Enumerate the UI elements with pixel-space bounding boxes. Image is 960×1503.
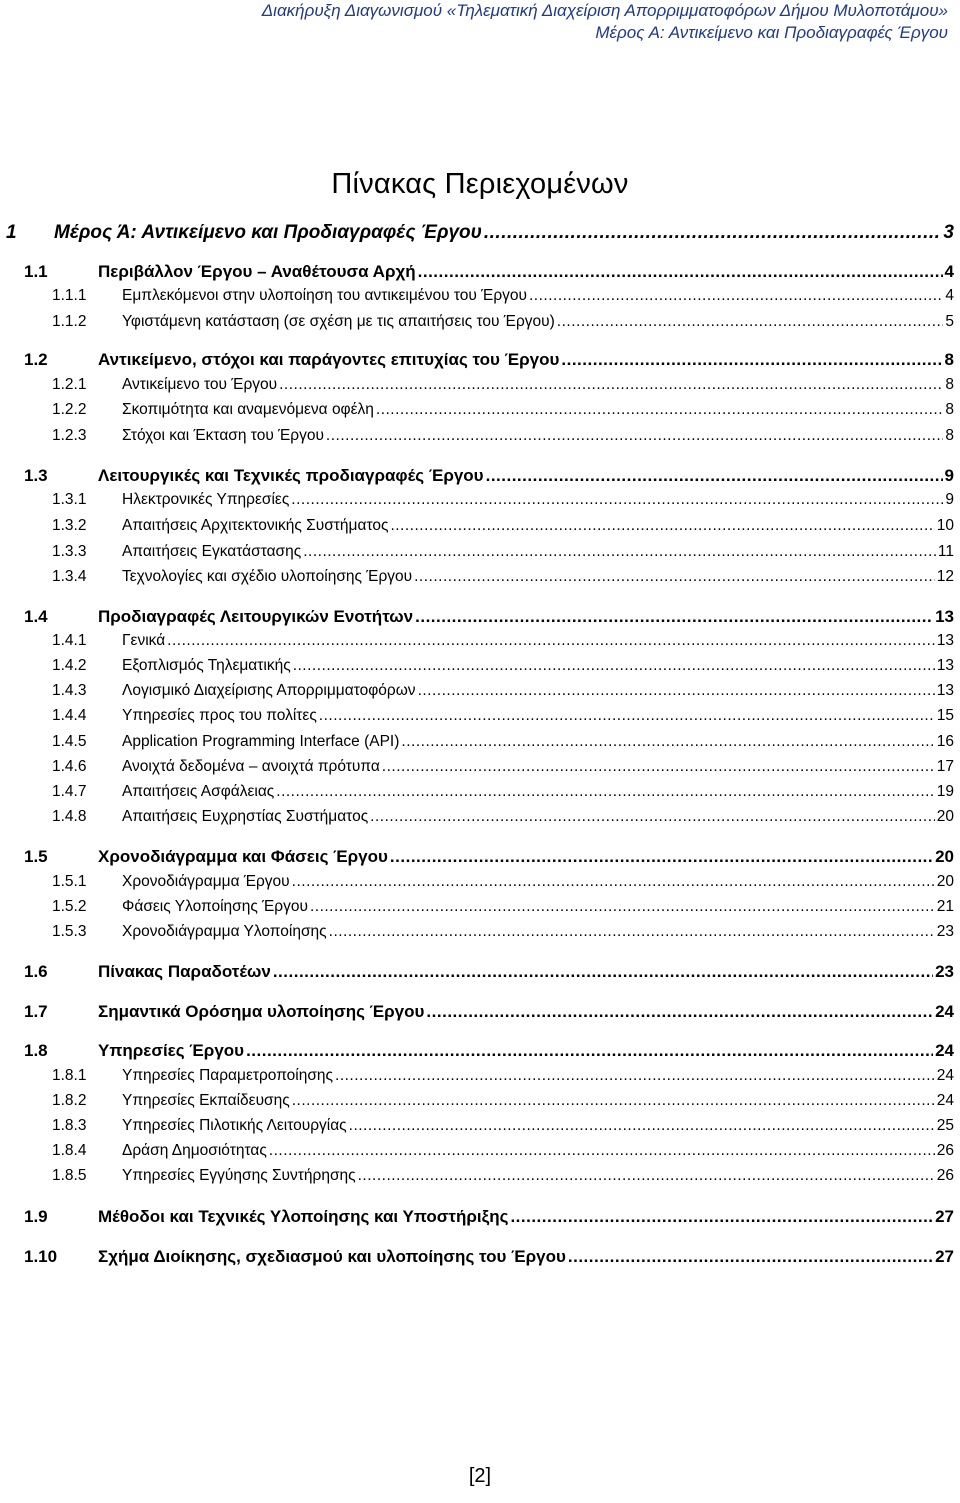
toc-entry-title: Εξοπλισμός Τηλεματικής [122, 657, 291, 674]
toc-title: Πίνακας Περιεχομένων [331, 168, 629, 200]
toc-dot-leader [568, 1247, 933, 1267]
toc-entry-page: 21 [936, 898, 954, 915]
toc-entry-page: 9 [944, 466, 954, 485]
toc-entry-page: 13 [936, 632, 954, 649]
toc-entry-page: 13 [936, 682, 954, 699]
toc-entry-title: Σημαντικά Ορόσημα υλοποίησης Έργου [98, 1002, 425, 1021]
toc-dot-leader [349, 1117, 935, 1135]
toc-dot-leader [269, 1142, 935, 1160]
toc-entry-level3[interactable] [52, 517, 954, 535]
toc-dot-leader [415, 607, 933, 627]
toc-entry-number: 1.5.2 [52, 898, 87, 915]
toc-entry-number: 1.8 [24, 1041, 48, 1060]
toc-dot-leader [292, 1092, 935, 1110]
toc-entry-level2[interactable] [24, 262, 954, 282]
toc-entry-level3[interactable] [52, 376, 954, 394]
toc-entry-title: Χρονοδιάγραμμα Υλοποίησης [122, 923, 327, 940]
toc-entry-title: Μέθοδοι και Τεχνικές Υλοποίησης και Υποστήριξης [98, 1207, 509, 1226]
header-subtitle: Μέρος Α: Αντικείμενο και Προδιαγραφές Έργου [595, 23, 948, 42]
toc-entry-page: 20 [936, 873, 954, 890]
toc-entry-number: 1.2.2 [52, 401, 87, 418]
toc-dot-leader [390, 847, 933, 867]
toc-dot-leader [310, 898, 935, 916]
toc-dot-leader [484, 222, 942, 244]
toc-entry-level3[interactable] [52, 873, 954, 891]
toc-dot-leader [293, 657, 935, 675]
toc-entry-level3[interactable] [52, 657, 954, 675]
toc-entry-page: 10 [936, 517, 954, 534]
toc-dot-leader [418, 682, 935, 700]
toc-entry-level2[interactable] [24, 466, 954, 486]
toc-entry-title: Τεχνολογίες και σχέδιο υλοποίησης Έργου [122, 568, 413, 585]
toc-entry-number: 1.8.5 [52, 1167, 87, 1184]
toc-entry-number: 1.6 [24, 962, 48, 981]
toc-entry-title: Στόχοι και Έκταση του Έργου [122, 427, 324, 444]
toc-entry-title: Ηλεκτρονικές Υπηρεσίες [122, 491, 290, 508]
toc-dot-leader [414, 568, 935, 586]
toc-entry-page: 24 [935, 1041, 954, 1060]
toc-dot-leader [303, 543, 936, 561]
toc-dot-leader [426, 1002, 933, 1022]
toc-entry-level3[interactable] [52, 1117, 954, 1135]
toc-entry-level2[interactable] [24, 1247, 954, 1267]
toc-dot-leader [529, 287, 943, 305]
toc-entry-title: Λογισμικό Διαχείρισης Απορριμματοφόρων [122, 682, 416, 699]
toc-entry-title: Χρονοδιάγραμμα Έργου [122, 873, 290, 890]
toc-entry-title: Μέρος Ά: Αντικείμενο και Προδιαγραφές Έργου [54, 222, 482, 243]
toc-entry-title: Αντικείμενο του Έργου [122, 376, 278, 393]
toc-dot-leader [418, 262, 943, 282]
toc-entry-number: 1.4.5 [52, 733, 87, 750]
toc-entry-number: 1.4.2 [52, 657, 87, 674]
toc-dot-leader [329, 923, 935, 941]
toc-entry-level3[interactable] [52, 491, 954, 509]
toc-entry-page: 24 [936, 1067, 954, 1084]
toc-entry-title: Σχήμα Διοίκησης, σχεδιασμού και υλοποίησης του Έργου [98, 1247, 566, 1266]
toc-entry-level3[interactable] [52, 758, 954, 776]
toc-entry-number: 1.2.1 [52, 376, 87, 393]
toc-entry-level2[interactable] [24, 607, 954, 627]
toc-entry-level3[interactable] [52, 287, 954, 305]
toc-entry-number: 1.9 [24, 1207, 48, 1226]
toc-entry-page: 24 [936, 1092, 954, 1109]
toc-entry-page: 5 [945, 313, 954, 330]
toc-entry-level3[interactable] [52, 707, 954, 725]
document-header [262, 0, 948, 44]
toc-entry-level3[interactable] [52, 682, 954, 700]
toc-entry-number: 1.8.1 [52, 1067, 87, 1084]
header-title: Διακήρυξη Διαγωνισμού «Τηλεματική Διαχείριση Απορριμματοφόρων Δήμου Μυλοποτάμου» [261, 1, 948, 20]
toc-entry-level3[interactable] [52, 923, 954, 941]
toc-entry-level3[interactable] [52, 313, 954, 331]
toc-entry-title: Πίνακας Παραδοτέων [98, 962, 271, 981]
toc-entry-title: Σκοπιμότητα και αναμενόμενα οφέλη [122, 401, 374, 418]
toc-dot-leader [390, 517, 934, 535]
toc-dot-leader [382, 758, 935, 776]
toc-entry-title: Υπηρεσίες προς του πολίτες [122, 707, 317, 724]
toc-entry-number: 1.1 [24, 262, 48, 281]
toc-entry-title: Απαιτήσεις Εγκατάστασης [122, 543, 302, 560]
toc-entry-level3[interactable] [52, 401, 954, 419]
toc-entry-page: 15 [936, 707, 954, 724]
toc-entry-title: Αντικείμενο, στόχοι και παράγοντες επιτυχίας του Έργου [98, 350, 560, 369]
toc-entry-title: Υπηρεσίες Εκπαίδευσης [122, 1092, 290, 1109]
toc-entry-number: 1.5.3 [52, 923, 87, 940]
toc-dot-leader [319, 707, 935, 725]
toc-entry-title: Απαιτήσεις Αρχιτεκτονικής Συστήματος [122, 517, 389, 534]
toc-dot-leader [401, 733, 934, 751]
toc-entry-level2[interactable] [24, 962, 954, 982]
toc-entry-page: 16 [936, 733, 954, 750]
toc-entry-title: Υπηρεσίες Έργου [98, 1041, 245, 1060]
toc-entry-number: 1.5 [24, 847, 48, 866]
toc-entry-page: 8 [944, 350, 954, 369]
toc-entry-level3[interactable] [52, 1092, 954, 1110]
toc-entry-page: 9 [945, 491, 954, 508]
toc-entry-title: Ανοιχτά δεδομένα – ανοιχτά πρότυπα [122, 758, 380, 775]
toc-dot-leader [291, 491, 943, 509]
toc-entry-title: Γενικά [122, 632, 166, 649]
toc-entry-number: 1.3.2 [52, 517, 87, 534]
toc-entry-page: 4 [944, 262, 954, 281]
toc-entry-level3[interactable] [52, 808, 954, 826]
toc-entry-page: 26 [936, 1142, 954, 1159]
toc-entry-page: 26 [936, 1167, 954, 1184]
toc-dot-leader [335, 1067, 935, 1085]
toc-entry-title: Προδιαγραφές Λειτουργικών Ενοτήτων [98, 607, 414, 626]
toc-entry-page: 17 [936, 758, 954, 775]
toc-dot-leader [276, 783, 934, 801]
toc-entry-page: 27 [935, 1207, 954, 1226]
toc-entry-number: 1.1.1 [52, 287, 87, 304]
page-number: [2] [468, 1465, 492, 1487]
toc-entry-title: Υπηρεσίες Πιλοτικής Λειτουργίας [122, 1117, 347, 1134]
toc-entry-level2[interactable] [24, 847, 954, 867]
toc-entry-level3[interactable] [52, 1067, 954, 1085]
toc-entry-level3[interactable] [52, 568, 954, 586]
toc-dot-leader [279, 376, 943, 394]
toc-dot-leader [557, 313, 944, 331]
toc-entry-page: 19 [936, 783, 954, 800]
toc-entry-page: 13 [935, 607, 954, 626]
toc-entry-number: 1.5.1 [52, 873, 87, 890]
toc-entry-title: Απαιτήσεις Ασφάλειας [122, 783, 275, 800]
toc-entry-number: 1.8.4 [52, 1142, 87, 1159]
toc-entry-number: 1.7 [24, 1002, 48, 1021]
toc-entry-level3[interactable] [52, 632, 954, 650]
toc-dot-leader [273, 962, 933, 982]
toc-entry-level2[interactable] [24, 1207, 954, 1227]
toc-entry-number: 1.4.4 [52, 707, 87, 724]
toc-dot-leader [561, 350, 942, 370]
toc-entry-level3[interactable] [52, 898, 954, 916]
toc-entry-page: 12 [936, 568, 954, 585]
toc-entry-level1[interactable] [6, 222, 954, 244]
toc-dot-leader [167, 632, 935, 650]
toc-entry-page: 20 [935, 847, 954, 866]
toc-entry-level3[interactable] [52, 783, 954, 801]
toc-entry-title: Εμπλεκόμενοι στην υλοποίηση του αντικειμένου του Έργου [122, 287, 527, 304]
toc-entry-number: 1.8.3 [52, 1117, 87, 1134]
toc-entry-title: Περιβάλλον Έργου – Αναθέτουσα Αρχή [98, 262, 416, 281]
toc-entry-number: 1.1.2 [52, 313, 87, 330]
toc-entry-number: 1.4.7 [52, 783, 87, 800]
toc-dot-leader [376, 401, 943, 419]
toc-entry-number: 1.2.3 [52, 427, 87, 444]
toc-dot-leader [510, 1207, 933, 1227]
toc-entry-number: 1.3 [24, 466, 48, 485]
toc-entry-page: 23 [936, 923, 954, 940]
toc-entry-page: 4 [945, 287, 954, 304]
toc-dot-leader [326, 427, 943, 445]
toc-entry-title: Χρονοδιάγραμμα και Φάσεις Έργου [98, 847, 388, 866]
toc-entry-title: Υπηρεσίες Εγγύησης Συντήρησης [122, 1167, 356, 1184]
toc-entry-page: 23 [935, 962, 954, 981]
toc-entry-number: 1.2 [24, 350, 48, 369]
toc-dot-leader [370, 808, 935, 826]
toc-entry-number: 1.4.8 [52, 808, 87, 825]
toc-entry-level2[interactable] [24, 1041, 954, 1061]
toc-entry-number: 1.4.1 [52, 632, 87, 649]
toc-entry-level3[interactable] [52, 427, 954, 445]
toc-entry-page: 8 [945, 376, 954, 393]
toc-entry-level3[interactable] [52, 543, 954, 561]
toc-dot-leader [486, 466, 943, 486]
toc-entry-level2[interactable] [24, 350, 954, 370]
toc-entry-number: 1.10 [24, 1247, 58, 1266]
toc-entry-page: 3 [943, 222, 954, 243]
toc-entry-title: Απαιτήσεις Ευχρηστίας Συστήματος [122, 808, 369, 825]
toc-entry-page: 8 [945, 427, 954, 444]
toc-entry-page: 11 [937, 543, 954, 560]
toc-entry-number: 1.4.6 [52, 758, 87, 775]
toc-entry-number: 1.3.4 [52, 568, 87, 585]
toc-entry-level3[interactable] [52, 1142, 954, 1160]
toc-entry-number: 1 [6, 222, 17, 243]
toc-dot-leader [246, 1041, 933, 1061]
toc-entry-number: 1.4.3 [52, 682, 87, 699]
toc-dot-leader [292, 873, 935, 891]
toc-entry-number: 1.4 [24, 607, 48, 626]
toc-entry-title: Υφιστάμενη κατάσταση (σε σχέση με τις απαιτήσεις του Έργου) [122, 313, 555, 330]
toc-entry-number: 1.3.1 [52, 491, 87, 508]
toc-entry-page: 25 [936, 1117, 954, 1134]
toc-entry-title: Δράση Δημοσιότητας [122, 1142, 267, 1159]
toc-entry-number: 1.8.2 [52, 1092, 87, 1109]
toc-entry-title: Φάσεις Υλοποίησης Έργου [122, 898, 308, 915]
toc-entry-page: 24 [935, 1002, 954, 1021]
toc-dot-leader [358, 1167, 935, 1185]
toc-entry-page: 13 [936, 657, 954, 674]
toc-entry-level3[interactable] [52, 733, 954, 751]
toc-entry-title: Application Programming Interface (API) [122, 733, 400, 750]
toc-entry-page: 20 [936, 808, 954, 825]
toc-entry-level2[interactable] [24, 1002, 954, 1022]
toc-entry-number: 1.3.3 [52, 543, 87, 560]
toc-entry-page: 27 [935, 1247, 954, 1266]
toc-entry-title: Υπηρεσίες Παραμετροποίησης [122, 1067, 334, 1084]
toc-entry-page: 8 [945, 401, 954, 418]
toc-entry-level3[interactable] [52, 1167, 954, 1185]
toc-entry-title: Λειτουργικές και Τεχνικές προδιαγραφές Έργου [98, 466, 484, 485]
